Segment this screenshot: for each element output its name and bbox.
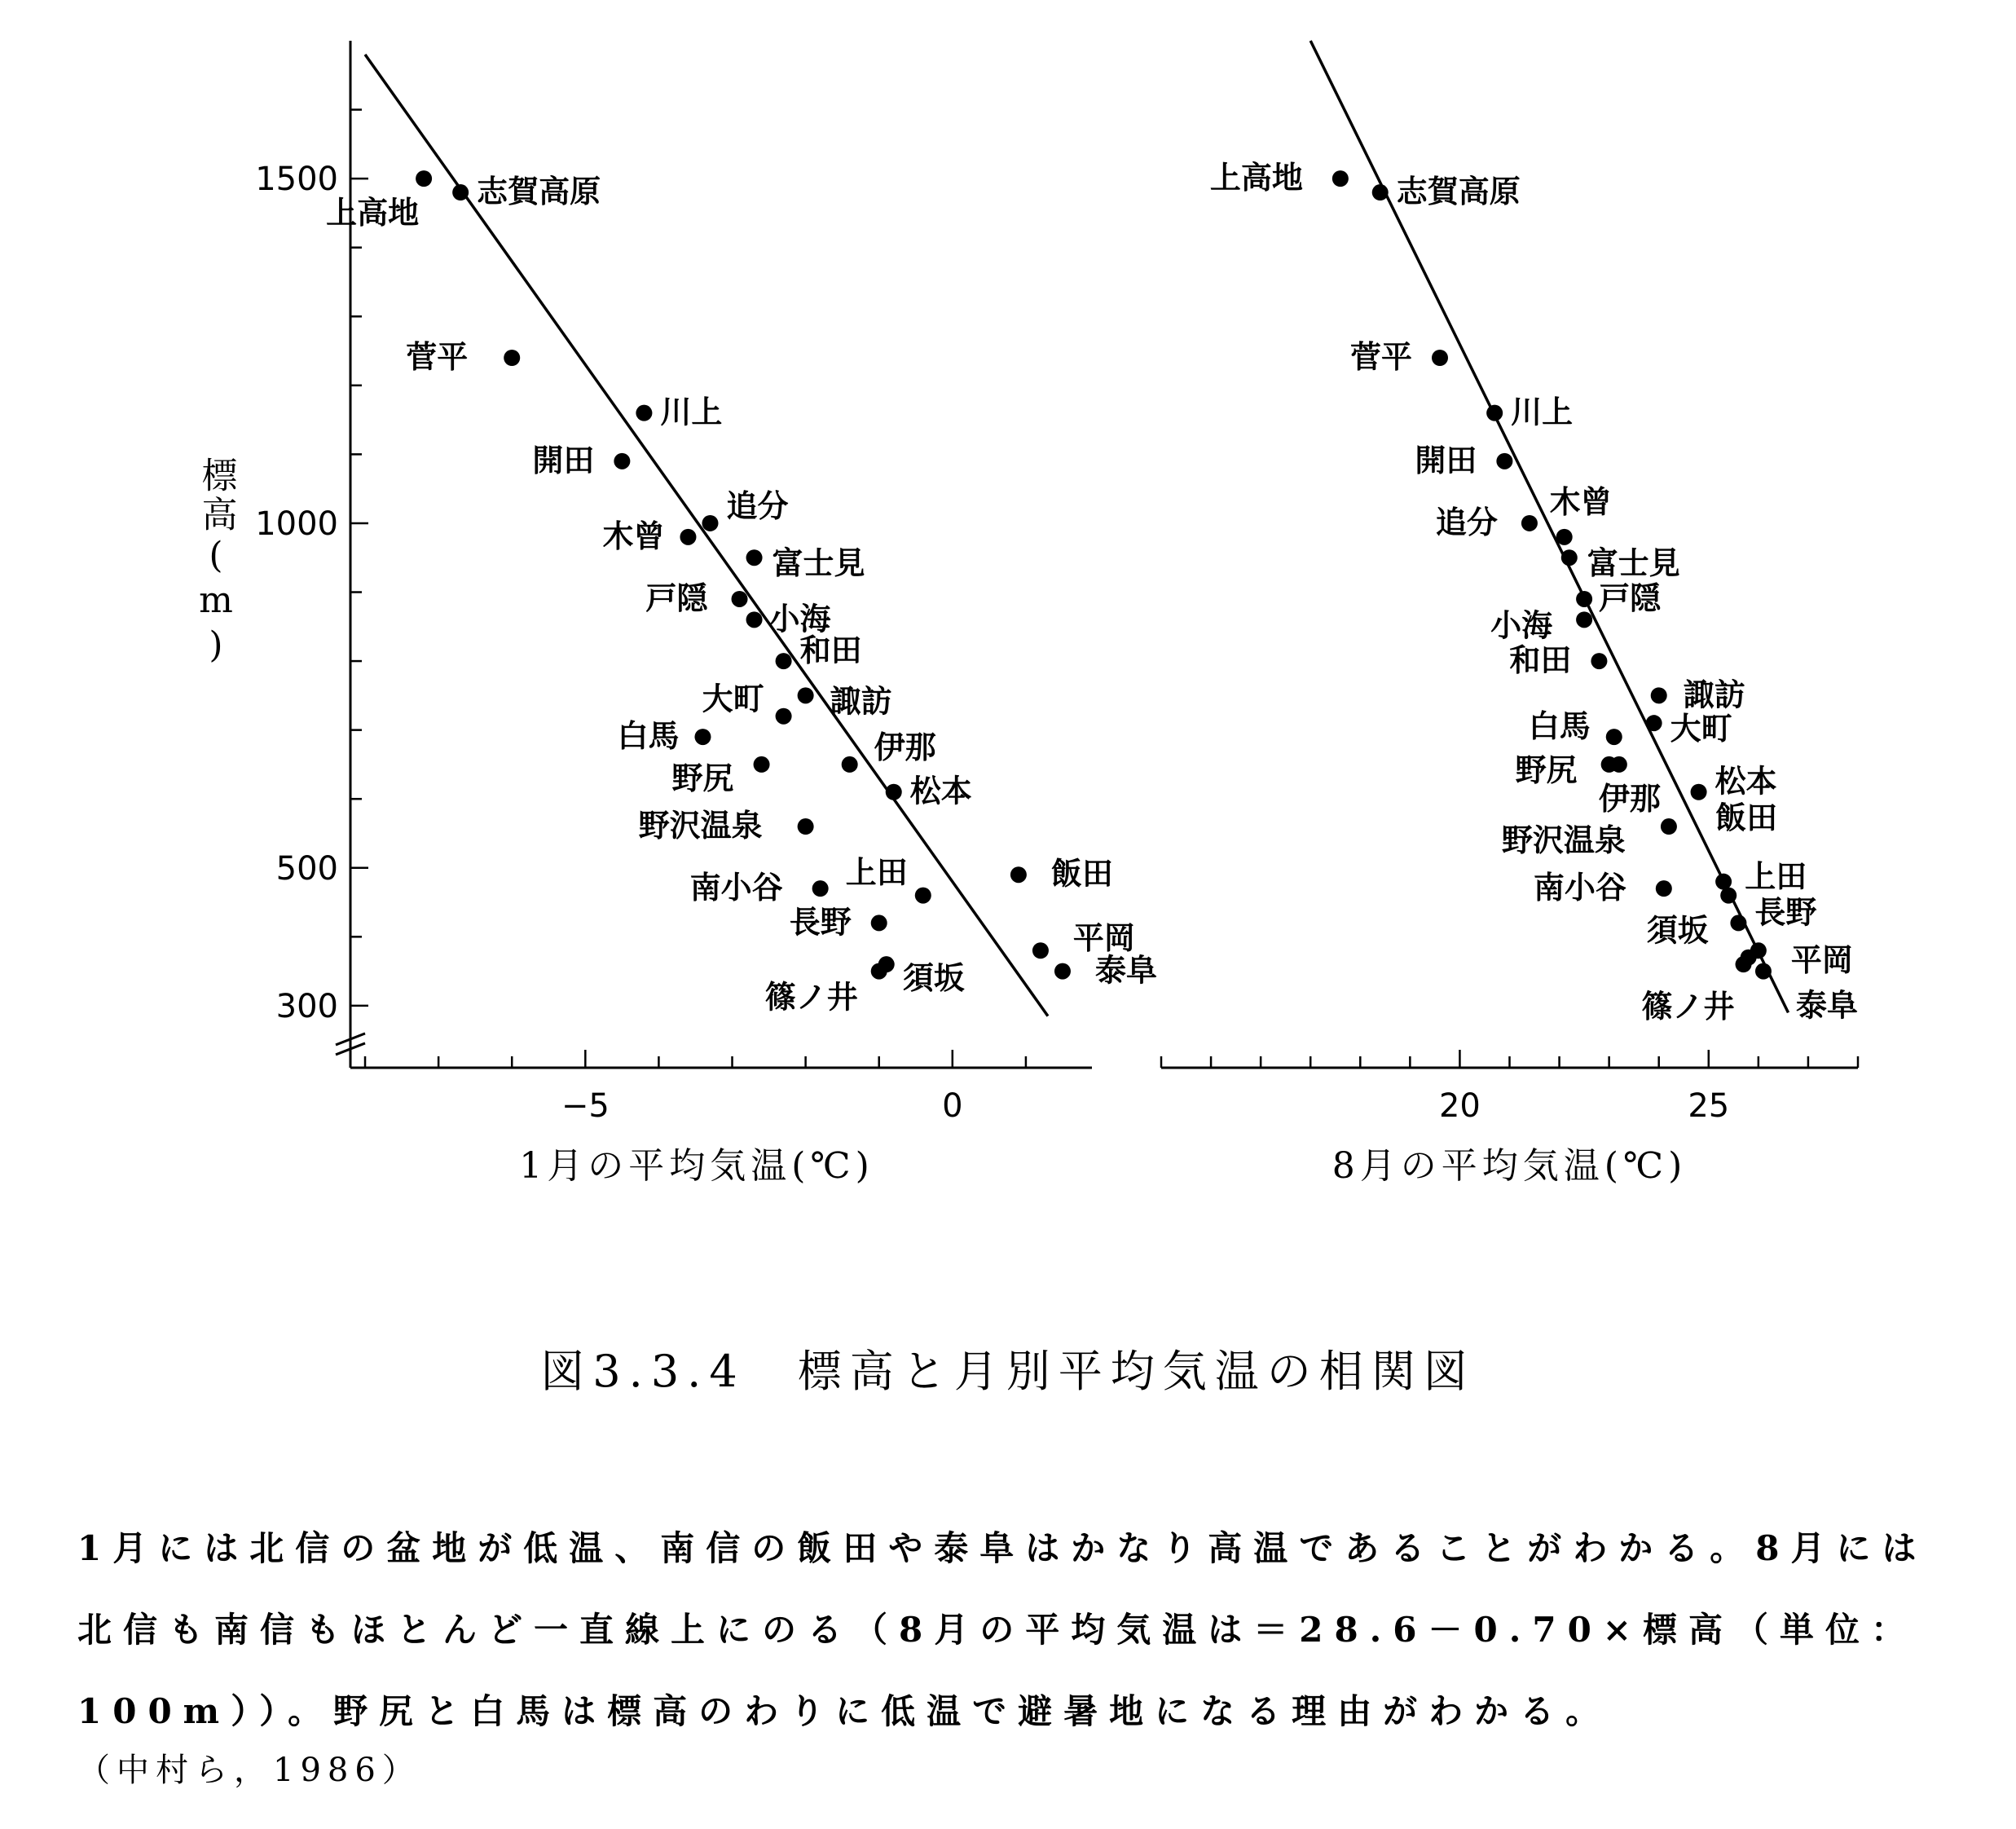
data-point	[1736, 956, 1752, 972]
data-point	[732, 591, 748, 607]
data-point	[1576, 611, 1592, 628]
x-axis-title: 8月の平均気温(℃)	[1332, 1145, 1688, 1187]
data-point-label: 戸隠	[645, 579, 708, 616]
data-point-label: 白馬	[617, 717, 680, 755]
data-point	[1611, 756, 1627, 773]
x-tick-label: 20	[1438, 1087, 1481, 1125]
data-point	[702, 515, 718, 531]
data-point	[1521, 515, 1538, 531]
data-point-label: 上田	[845, 853, 908, 891]
data-point-label: 菅平	[406, 337, 469, 375]
data-point	[1032, 942, 1049, 959]
data-point-label: 泰阜	[1094, 951, 1157, 989]
data-point-label: 上田	[1745, 857, 1807, 895]
data-point	[871, 963, 887, 980]
data-point-label: 野尻	[1515, 751, 1578, 788]
body-text: 1月には北信の盆地が低温、南信の飯田や泰阜はかなり高温であることがわかる。8月には北信も南信もほとんど一直線上にのる（8月の平均気温は＝28.6－0.70×標高（単位：100m））。野尻と白馬は標高のわりに低温で避暑地になる理由がわかる。	[77, 1528, 1928, 1731]
x-tick-label: 25	[1688, 1087, 1730, 1125]
data-point-label: 大町	[1670, 710, 1732, 747]
data-point-label: 富士見	[1587, 544, 1680, 582]
data-point-label: 追分	[1435, 503, 1498, 540]
data-point	[1010, 866, 1027, 883]
data-point-label: 須坂	[902, 959, 965, 997]
data-point	[416, 170, 432, 187]
data-point-label: 木曾	[1549, 483, 1612, 520]
data-point	[1661, 818, 1677, 835]
data-point-label: 松本	[909, 772, 972, 809]
citation: （中村ら，1986）	[77, 1752, 421, 1789]
y-axis-title: 標高(m)	[195, 456, 237, 669]
data-point-label: 小海	[768, 600, 831, 637]
figure-caption: 図3.3.4 標高と月別平均気温の相関図	[540, 1346, 1476, 1397]
data-point-label: 和田	[799, 632, 862, 669]
data-point-label: 諏訪	[1683, 676, 1745, 713]
data-point	[1576, 591, 1592, 607]
data-point-label: 伊那	[874, 728, 936, 765]
data-point	[1332, 170, 1349, 187]
data-point	[886, 784, 902, 800]
x-tick-label: 0	[942, 1087, 963, 1125]
data-point	[798, 818, 814, 835]
data-point-label: 木曾	[602, 517, 665, 554]
data-point-label: 南小谷	[1533, 869, 1626, 906]
data-point	[776, 708, 792, 725]
data-point	[1656, 880, 1672, 897]
y-tick-label: 1000	[255, 505, 338, 543]
data-point	[1561, 549, 1578, 566]
data-point	[754, 756, 770, 773]
data-point-label: 和田	[1509, 641, 1572, 679]
data-point-label: 富士見	[772, 544, 865, 582]
x-tick-label: −5	[561, 1087, 610, 1125]
data-point-label: 戸隠	[1599, 579, 1662, 616]
data-point	[1556, 529, 1573, 545]
y-tick-label: 300	[275, 987, 338, 1025]
data-point	[1755, 963, 1772, 980]
data-point	[504, 350, 520, 366]
data-point	[812, 880, 829, 897]
data-point-label: 松本	[1714, 762, 1777, 800]
data-point	[1432, 350, 1448, 366]
data-point-label: 泰阜	[1795, 986, 1858, 1024]
data-point-label: 長野	[1754, 893, 1817, 931]
data-point	[1730, 914, 1746, 931]
data-point-label: 小海	[1490, 606, 1553, 644]
data-point	[746, 549, 763, 566]
data-point-label: 志賀高原	[1396, 173, 1521, 210]
data-point	[1372, 184, 1389, 201]
data-point-label: 上高地	[1209, 159, 1303, 196]
data-point-label: 諏訪	[830, 682, 892, 720]
data-point	[1591, 653, 1607, 669]
data-point	[1496, 453, 1512, 469]
data-point-label: 川上	[1511, 393, 1574, 430]
x-axis-title: 1月の平均気温(℃)	[519, 1145, 874, 1187]
data-point	[776, 653, 792, 669]
data-point	[1651, 687, 1667, 703]
data-point-label: 篠ノ井	[1641, 988, 1735, 1025]
data-point-label: 菅平	[1350, 337, 1413, 375]
data-point	[694, 729, 711, 745]
data-point-label: 飯田	[1050, 855, 1113, 892]
data-point	[614, 453, 630, 469]
y-tick-label: 500	[275, 849, 338, 888]
data-point	[636, 405, 652, 421]
data-point-label: 野沢温泉	[1501, 822, 1626, 859]
data-point-label: 南小谷	[689, 869, 783, 906]
data-point-label: 野沢温泉	[638, 807, 763, 844]
data-point-label: 平岡	[1072, 919, 1135, 957]
data-point	[871, 914, 887, 931]
data-point	[1606, 729, 1622, 745]
data-point	[680, 529, 696, 545]
data-point-label: 追分	[726, 487, 789, 524]
data-point-label: 大町	[702, 680, 764, 717]
data-point-label: 野尻	[671, 759, 734, 796]
data-point-label: 平岡	[1790, 941, 1853, 979]
data-point	[842, 756, 858, 773]
data-point-label: 飯田	[1715, 799, 1778, 836]
data-point-label: 開田	[532, 441, 595, 478]
data-point	[798, 687, 814, 703]
data-point-label: 須坂	[1646, 911, 1709, 949]
data-point	[1054, 963, 1071, 980]
data-point-label: 川上	[660, 393, 723, 430]
data-point-label: 白馬	[1528, 707, 1591, 745]
data-point-label: 開田	[1415, 441, 1477, 478]
data-point	[1486, 405, 1503, 421]
data-point-label: 伊那	[1598, 779, 1661, 817]
data-point	[746, 611, 763, 628]
data-point	[452, 184, 469, 201]
data-point	[1720, 888, 1736, 904]
data-point-label: 長野	[789, 903, 852, 941]
y-tick-label: 1500	[255, 161, 338, 199]
data-point-label: 篠ノ井	[764, 978, 858, 1016]
data-point-label: 志賀高原	[477, 173, 601, 210]
data-point-label: 上高地	[326, 194, 420, 231]
data-point	[915, 888, 931, 904]
data-point	[1691, 784, 1707, 800]
data-point	[1646, 715, 1662, 731]
